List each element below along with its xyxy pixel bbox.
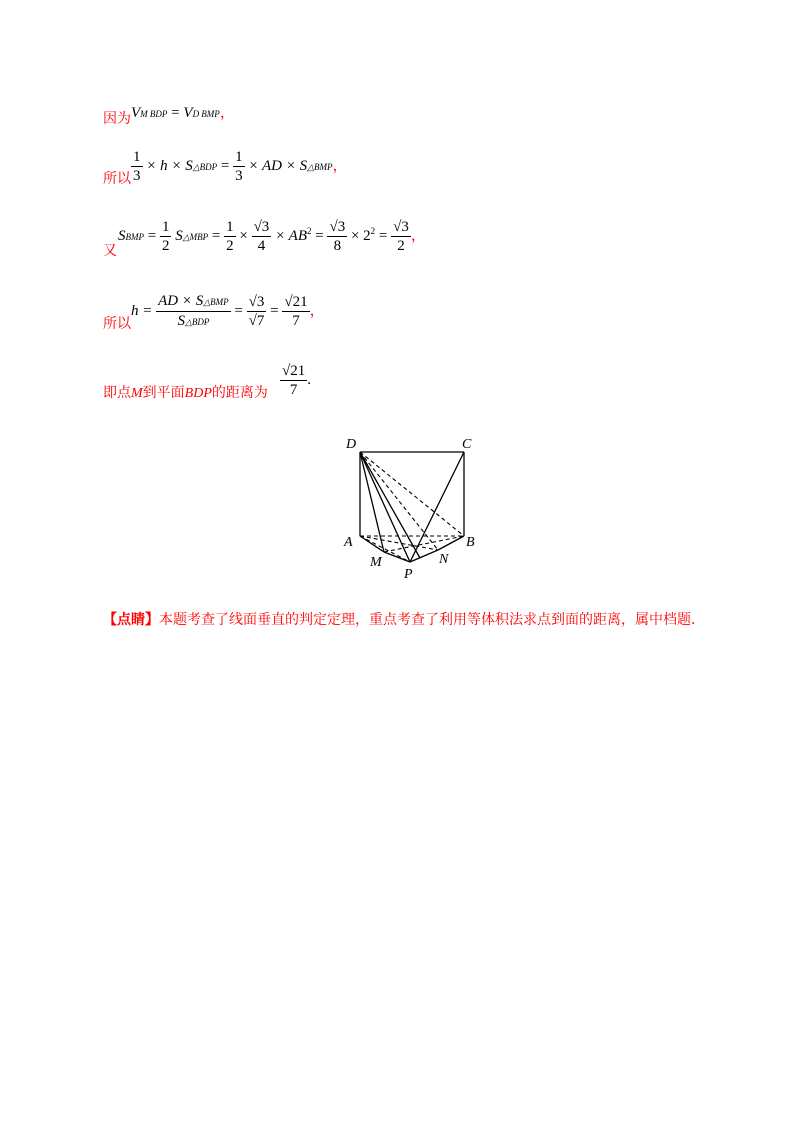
line-3-suffix: ， bbox=[410, 227, 426, 244]
eq: = bbox=[378, 227, 388, 244]
v-m-sub: M BDP bbox=[140, 109, 168, 119]
eq: = bbox=[234, 302, 243, 319]
s-mbp: S bbox=[175, 227, 183, 244]
v-m: V bbox=[131, 105, 141, 121]
line-1-prefix: 因为 bbox=[103, 111, 131, 127]
h-eq: h = bbox=[131, 302, 153, 319]
edge-dp bbox=[360, 452, 410, 562]
point-m: M bbox=[131, 386, 143, 401]
line-4 bbox=[103, 313, 131, 333]
s-mbp-sub: △MBP bbox=[182, 231, 209, 242]
s-bmp-sub: BMP bbox=[125, 231, 144, 242]
dashed-mb bbox=[384, 536, 464, 552]
line-5-fraction bbox=[280, 362, 311, 399]
frac-half-b: $\frac{1}{2}$ bbox=[226, 219, 234, 254]
note-text: 本题考查了线面垂直的判定定理，重点考查了利用等体积法求点到面的距离，属中档题. bbox=[159, 612, 696, 628]
edge-cp bbox=[410, 452, 464, 562]
frac-root3-4: $\frac{√3}{4}$ bbox=[253, 219, 270, 254]
plane-bdp: BDP bbox=[184, 386, 212, 401]
edge-nb bbox=[438, 536, 464, 550]
line-1-equation bbox=[131, 101, 235, 122]
line-5-text1: 即点 bbox=[103, 385, 131, 401]
dianjing-note bbox=[103, 609, 695, 629]
label-c: C bbox=[462, 437, 472, 452]
times-2: × 2 bbox=[350, 227, 371, 244]
eq: = bbox=[220, 157, 230, 174]
frac-ad-s: $\frac{\text{AD × S△BMP}}{\text{S△BDP}}$ bbox=[158, 293, 229, 329]
frac-root21-7-result: $\frac{√21}{7}$ bbox=[282, 363, 306, 398]
line-5 bbox=[103, 382, 268, 402]
label-b: B bbox=[466, 535, 475, 550]
dashed-ap bbox=[360, 536, 410, 562]
two-sup: 2 bbox=[370, 225, 376, 236]
line-5-text3: 的距离为 bbox=[211, 385, 268, 401]
geometry-figure bbox=[338, 428, 488, 583]
eq: = bbox=[171, 105, 180, 121]
s-bmp: S bbox=[118, 227, 126, 244]
line-2-equation bbox=[131, 148, 348, 185]
edge-pn bbox=[410, 550, 438, 562]
frac-one-third-a: $\frac{1}{3}$ bbox=[133, 149, 141, 184]
line-2-prefix: 所以 bbox=[103, 171, 131, 187]
line-2-suffix: ， bbox=[332, 157, 348, 174]
times-ab: × AB bbox=[275, 227, 307, 244]
line-4-prefix: 所以 bbox=[103, 316, 131, 332]
sub-bmp: △BMP bbox=[307, 161, 333, 172]
times: × bbox=[239, 227, 248, 244]
line-3 bbox=[103, 240, 117, 260]
frac-root3-root7: $\frac{√3}{√7}$ bbox=[248, 294, 265, 329]
eq: = bbox=[270, 302, 279, 319]
line-4-equation bbox=[131, 292, 325, 331]
frac-one-third-b: $\frac{1}{3}$ bbox=[235, 149, 243, 184]
expr-ad-s: × AD × S bbox=[248, 157, 308, 174]
line-3-prefix: 又 bbox=[103, 243, 117, 259]
label-p: P bbox=[404, 567, 413, 582]
frac-root3-2: $\frac{√3}{2}$ bbox=[393, 219, 409, 254]
line-5-suffix: . bbox=[307, 371, 311, 388]
v-d: V bbox=[183, 105, 193, 121]
note-bracket: 【点睛】 bbox=[103, 612, 159, 628]
ab-sup: 2 bbox=[307, 225, 312, 236]
line-5-text2: 到平面 bbox=[142, 385, 185, 401]
line-4-suffix: ， bbox=[309, 302, 325, 319]
expr-h-s: × h × S bbox=[146, 157, 193, 174]
frac-root21-7: $\frac{√21}{7}$ bbox=[284, 294, 308, 329]
label-d: D bbox=[346, 437, 357, 452]
frac-half-a: $\frac{1}{2}$ bbox=[161, 219, 170, 254]
label-a: A bbox=[344, 535, 353, 550]
line-3-equation bbox=[118, 218, 426, 255]
dashed-db bbox=[360, 452, 464, 536]
eq: = bbox=[211, 227, 221, 244]
eq: = bbox=[147, 227, 157, 244]
sub-bdp: △BDP bbox=[192, 161, 218, 172]
line-1 bbox=[103, 108, 131, 128]
label-m: M bbox=[370, 555, 382, 570]
line-2 bbox=[103, 168, 131, 188]
eq: = bbox=[315, 227, 324, 244]
line-1-suffix: ， bbox=[219, 105, 235, 121]
v-d-sub: D BMP bbox=[192, 109, 220, 119]
label-n: N bbox=[439, 552, 449, 567]
frac-root3-8: $\frac{√3}{8}$ bbox=[329, 219, 346, 254]
